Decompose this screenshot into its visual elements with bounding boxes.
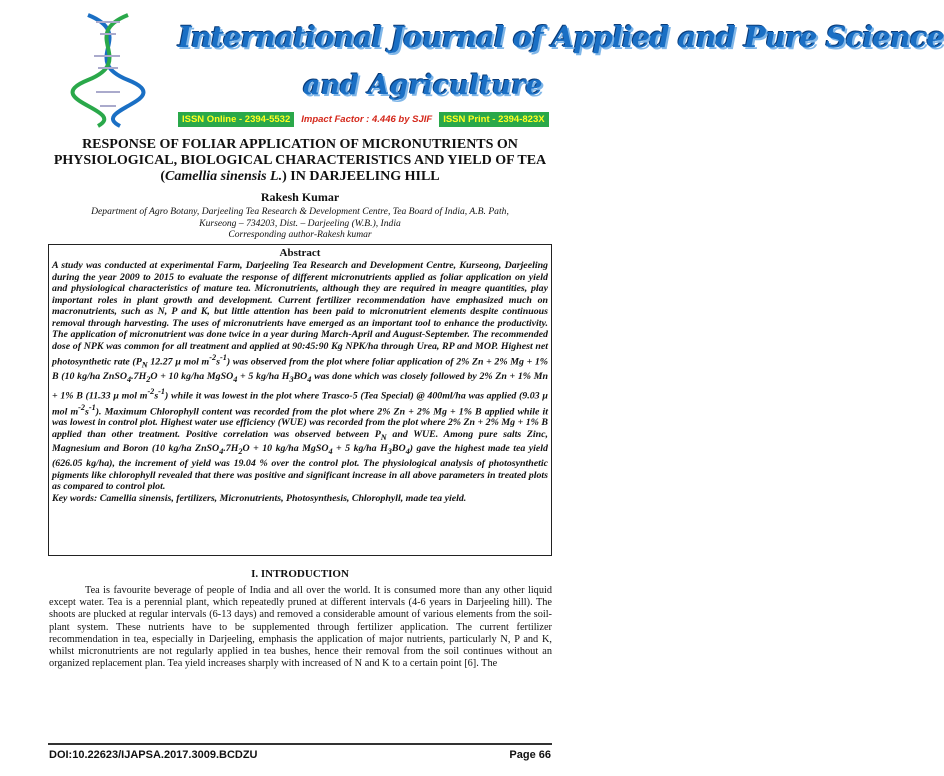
issn-online-badge: ISSN Online - 2394-5532 <box>178 112 294 127</box>
dna-helix-logo-icon <box>58 10 162 128</box>
journal-masthead <box>0 0 944 132</box>
doi-link[interactable]: DOI:10.22623/IJAPSA.2017.3009.BCDZU <box>49 749 258 761</box>
journal-meta-row <box>178 111 549 127</box>
abstract-heading: Abstract <box>279 247 321 259</box>
footer-divider <box>48 743 552 745</box>
section-heading-introduction: I. INTRODUCTION <box>251 568 349 580</box>
page-number: Page 66 <box>509 749 551 761</box>
affiliation: Department of Agro Botany, Darjeeling Tea Research & Development Centre, Tea Board of India, A.B. Path, Kurseong – 734203, Dist. – Darjeeling (W.B.), India Corresponding author-Rakesh kumar <box>40 206 560 241</box>
keywords: Key words: Camellia sinensis, fertilizers, Micronutrients, Photosynthesis, Chlorophyll, made tea yield. <box>52 492 467 504</box>
journal-title-line2: and Agriculture <box>303 70 543 101</box>
issn-print-badge: ISSN Print - 2394-823X <box>439 112 548 127</box>
paper-title: RESPONSE OF FOLIAR APPLICATION OF MICRONUTRIENTS ON PHYSIOLOGICAL, BIOLOGICAL CHARACTERISTICS AND YIELD OF TEA (Camellia sinensis L.) IN DARJEELING HILL <box>53 137 547 184</box>
abstract-box <box>48 244 552 556</box>
impact-factor: Impact Factor : 4.446 by SJIF <box>301 113 433 125</box>
author-name: Rakesh Kumar <box>260 190 340 204</box>
journal-title: International Journal of Applied and Pure Science <box>178 20 944 54</box>
corresponding-author: Corresponding author-Rakesh kumar <box>228 229 372 240</box>
abstract-text: A study was conducted at experimental Farm, Darjeeling Tea Research and Development Centre, Kurseong, Darjeeling during the year 2009 to 2015 to evaluate the response of different micronutrients applied as foliar application on yield and physiological characteristics of mature tea. Micronutrients, although they are required in meagre quantities, play important roles in plant growth and development. Current fertilizer recommendation have emphasized much on macronutrients, such as N, P and K, but little attention has been paid to micronutrient elements despite continuous removal through harvesting. The uses of micronutrients have emerged as an important tool to enhance the productivity. The application of micronutrient was done twice in a year during March-April and August-September. The recommended dose of NPK was common for all treatment and applied at 90:45:90 Kg NPK/ha through Urea, RP and MOP. Highest net photosynthetic rate ($P_N$ 12.27 µ mol $m^{-2}s^{-1}$) was observed from the plot where foliar application of 2% Zn + 2% Mg + 1% B (10 kg/ha $ZnSO_4.7H_2O + 10$ kg/ha MgSO$_4$ + 5 kg/ha $H_3BO_4$ was done which was closely followed by 2% Zn + 1% Mn + 1% B (11.33 µ mol $m^{-2}s^{-1}$) while it was lowest in the plot where Trasco-5 (Tea Special) @ 400ml/ha was applied (9.03 µ mol $m^{-2}s^{-1}$). Maximum Chlorophyll content was recorded from the plot where 2% Zn + 2% Mg + 1% B applied while it was lowest in control plot. Highest water use efficiency (WUE) was recorded from the plot where 2% Zn + 2% Mg + 1% B applied than other treatment. Positive correlation was observed between $P_N$ and WUE. Among pure salts Zinc, Magnesium and Boron (10 kg/ha $ZnSO_4.7H_2O + 10$ kg/ha MgSO$_4$ + 5 kg/ha $H_3BO_4$) gave the highest made tea yield (626.05 kg/ha), the increment of yield was 19.04 % over the control plot. The physiological analysis of photosynthetic pigments like chlorophyll revealed that there was positive and significant increase in all above parameters in treated plots as compared to control plot. <box>52 260 549 493</box>
introduction-text: Tea is favourite beverage of people of India and all over the world. It is consumed more than any other liquid except water. Tea is a perennial plant, which repeatedly pruned at different intervals (4-6 years in Darjeeling hill). The shoots are plucked at regular intervals (6-13 days) and removed a considerable amount of various elements from the soil-plant system. These nutrients have to be supplemented through fertilizer application. The current fertilizer recommendation in tea, especially in Darjeeling, emphasis the application of major nutrients, particularly N, P and K, whilst micronutrients are not regularly applied in tea bushes, hence their removal from the soil continues without an organized replacement plan. Tea yield increases sharply with increased of N and K to a certain point [6]. The <box>49 585 552 670</box>
